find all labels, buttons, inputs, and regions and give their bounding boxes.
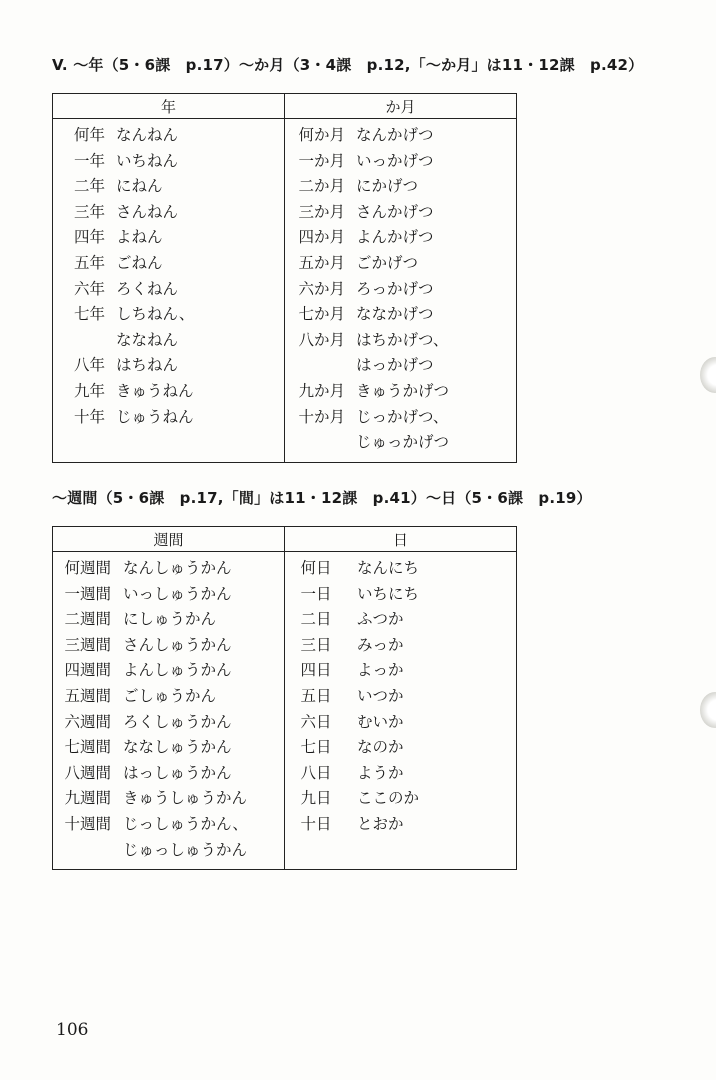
table-cell-text: よんかげつ: [356, 228, 434, 247]
table-cell-text: なのか: [357, 738, 404, 757]
table-cell-text: 七日: [300, 738, 332, 757]
table-cell-text: よっか: [357, 661, 404, 680]
table-cell-text: 九年: [73, 381, 105, 400]
table-cell-text: 一か月: [298, 151, 345, 170]
table-cell-text: なんにち: [357, 559, 420, 577]
table-cell-text: 六か月: [298, 279, 345, 298]
week-day-table: [52, 526, 517, 870]
table-cell-text: 何週間: [64, 559, 111, 577]
table-cell-text: はっしゅうかん: [123, 763, 232, 782]
month-reading-column: [345, 123, 449, 456]
table-cell-text: いっかげつ: [356, 151, 434, 170]
table-cell-text: 十日: [300, 814, 332, 833]
table-cell-text: にしゅうかん: [123, 610, 217, 629]
table-cell-text: ごねん: [116, 253, 163, 272]
table-cell-text: ななねん: [116, 330, 179, 349]
table-cell-text: 八週間: [64, 763, 111, 782]
week-reading-column: [111, 556, 248, 863]
table-cell-text: みっか: [357, 635, 404, 654]
table-cell-text: 九か月: [298, 381, 345, 400]
table-cell-text: 七週間: [64, 738, 111, 757]
table-cell-text: 何か月: [298, 126, 345, 144]
month-kanji-column: [285, 123, 345, 456]
table-cell-text: 八年: [73, 356, 105, 375]
table-cell-text: きゅうかげつ: [356, 381, 450, 400]
table-cell-text: 二年: [73, 177, 105, 196]
table-cell-text: いっしゅうかん: [123, 584, 232, 603]
table-cell-text: 何日: [300, 559, 332, 577]
table-cell-text: しちねん、: [116, 305, 195, 324]
table-cell-text: 五週間: [64, 686, 111, 705]
table-cell-text: いちにち: [357, 584, 420, 603]
table-cell-text: 一年: [73, 151, 105, 170]
table-cell-text: 七年: [73, 305, 105, 324]
page-number: 106: [56, 1020, 89, 1040]
year-kanji-column: [53, 123, 105, 430]
table-cell-text: 八日: [300, 763, 332, 782]
col-header-year: 年: [53, 94, 285, 119]
day-kanji-column: [285, 556, 347, 838]
table-cell-text: なんねん: [116, 126, 179, 144]
table-cell-text: さんかげつ: [356, 202, 434, 221]
table-cell-text: 七か月: [298, 305, 345, 324]
table-cell-text: ここのか: [357, 789, 420, 808]
table-cell-text: 八か月: [298, 330, 345, 349]
table-cell-text: 六週間: [64, 712, 111, 731]
table-cell-text: さんしゅうかん: [123, 635, 232, 654]
year-month-table: [52, 93, 517, 463]
table-cell-text: 四か月: [298, 228, 345, 247]
table-cell-text: 九週間: [64, 789, 111, 808]
week-kanji-column: [53, 556, 111, 863]
table-cell-text: 四週間: [64, 661, 111, 680]
table-cell-text: さんねん: [116, 202, 179, 221]
table-cell-text: 九日: [300, 789, 332, 808]
table-cell-text: にねん: [116, 177, 163, 196]
table-cell-text: 何年: [73, 126, 105, 144]
table-cell-text: はちかげつ、: [356, 330, 449, 349]
table-cell-text: じっかげつ、: [356, 407, 449, 426]
table-cell-text: 十か月: [298, 407, 345, 426]
table-cell-text: 三年: [73, 202, 105, 221]
binder-punch-hole: [700, 357, 716, 393]
table-cell-text: 一週間: [64, 584, 111, 603]
table-cell-text: 四日: [300, 661, 332, 680]
table-cell-text: ななしゅうかん: [123, 738, 232, 757]
table-cell-text: ごかげつ: [356, 253, 419, 272]
table-cell-text: 六日: [300, 712, 332, 731]
section-heading-week-day: 〜週間（5・6課 p.17,「間」は11・12課 p.41）〜日（5・6課 p.19）: [52, 489, 592, 507]
table-cell-text: [53, 838, 111, 864]
day-reading-column: [347, 556, 419, 838]
table-cell-text: 三か月: [298, 202, 345, 221]
table-cell-text: 六年: [73, 279, 105, 298]
table-cell-text: よんしゅうかん: [123, 661, 232, 680]
table-cell-text: はっかげつ: [356, 356, 434, 375]
table-cell-text: 十年: [73, 407, 105, 426]
table-cell-text: じっしゅうかん、: [123, 814, 248, 833]
table-cell-text: きゅうねん: [116, 381, 194, 400]
table-cell-text: 十週間: [64, 814, 111, 833]
table-cell-text: ななかげつ: [356, 305, 434, 324]
table-cell-text: きゅうしゅうかん: [123, 789, 248, 808]
table-cell-text: ごしゅうかん: [123, 686, 217, 705]
table-cell-text: なんかげつ: [356, 126, 434, 144]
table-cell-text: ろっかげつ: [356, 279, 434, 298]
table-cell-text: 二週間: [64, 610, 111, 629]
table-cell-text: 五年: [73, 253, 105, 272]
table-cell-text: いつか: [357, 686, 404, 705]
table-cell-text: ろくねん: [116, 279, 179, 298]
table-cell-text: ふつか: [357, 610, 404, 629]
col-header-month: か月: [285, 94, 517, 119]
table-cell-text: じゅっかげつ: [356, 433, 450, 452]
table-cell-text: むいか: [357, 712, 404, 731]
table-cell-text: [285, 430, 345, 456]
table-cell-text: 五か月: [298, 253, 345, 272]
table-cell-text: はちねん: [116, 356, 179, 375]
table-cell-text: なんしゅうかん: [123, 559, 232, 577]
table-cell-text: 三日: [300, 635, 332, 654]
table-cell-text: いちねん: [116, 151, 179, 170]
col-header-day: 日: [285, 527, 517, 552]
table-cell-text: よねん: [116, 228, 163, 247]
table-cell-text: 五日: [300, 686, 332, 705]
table-cell-text: ようか: [357, 763, 404, 782]
table-cell-text: とおか: [357, 814, 404, 833]
col-header-week: 週間: [53, 527, 285, 552]
table-cell-text: ろくしゅうかん: [123, 712, 232, 731]
binder-punch-hole: [700, 692, 716, 728]
table-cell-text: じゅうねん: [116, 407, 194, 426]
section-heading-year-month: V. 〜年（5・6課 p.17）〜か月（3・4課 p.12,「〜か月」は11・12課 p.42）: [52, 56, 644, 74]
table-cell-text: 四年: [73, 228, 105, 247]
table-cell-text: 二日: [300, 610, 332, 629]
table-cell-text: 二か月: [298, 177, 345, 196]
table-cell-text: [285, 353, 345, 379]
year-reading-column: [105, 123, 194, 430]
table-cell-text: じゅっしゅうかん: [123, 840, 248, 859]
table-cell-text: にかげつ: [356, 177, 419, 196]
table-cell-text: 三週間: [64, 635, 111, 654]
table-cell-text: 一日: [300, 584, 332, 603]
table-cell-text: [53, 328, 105, 354]
